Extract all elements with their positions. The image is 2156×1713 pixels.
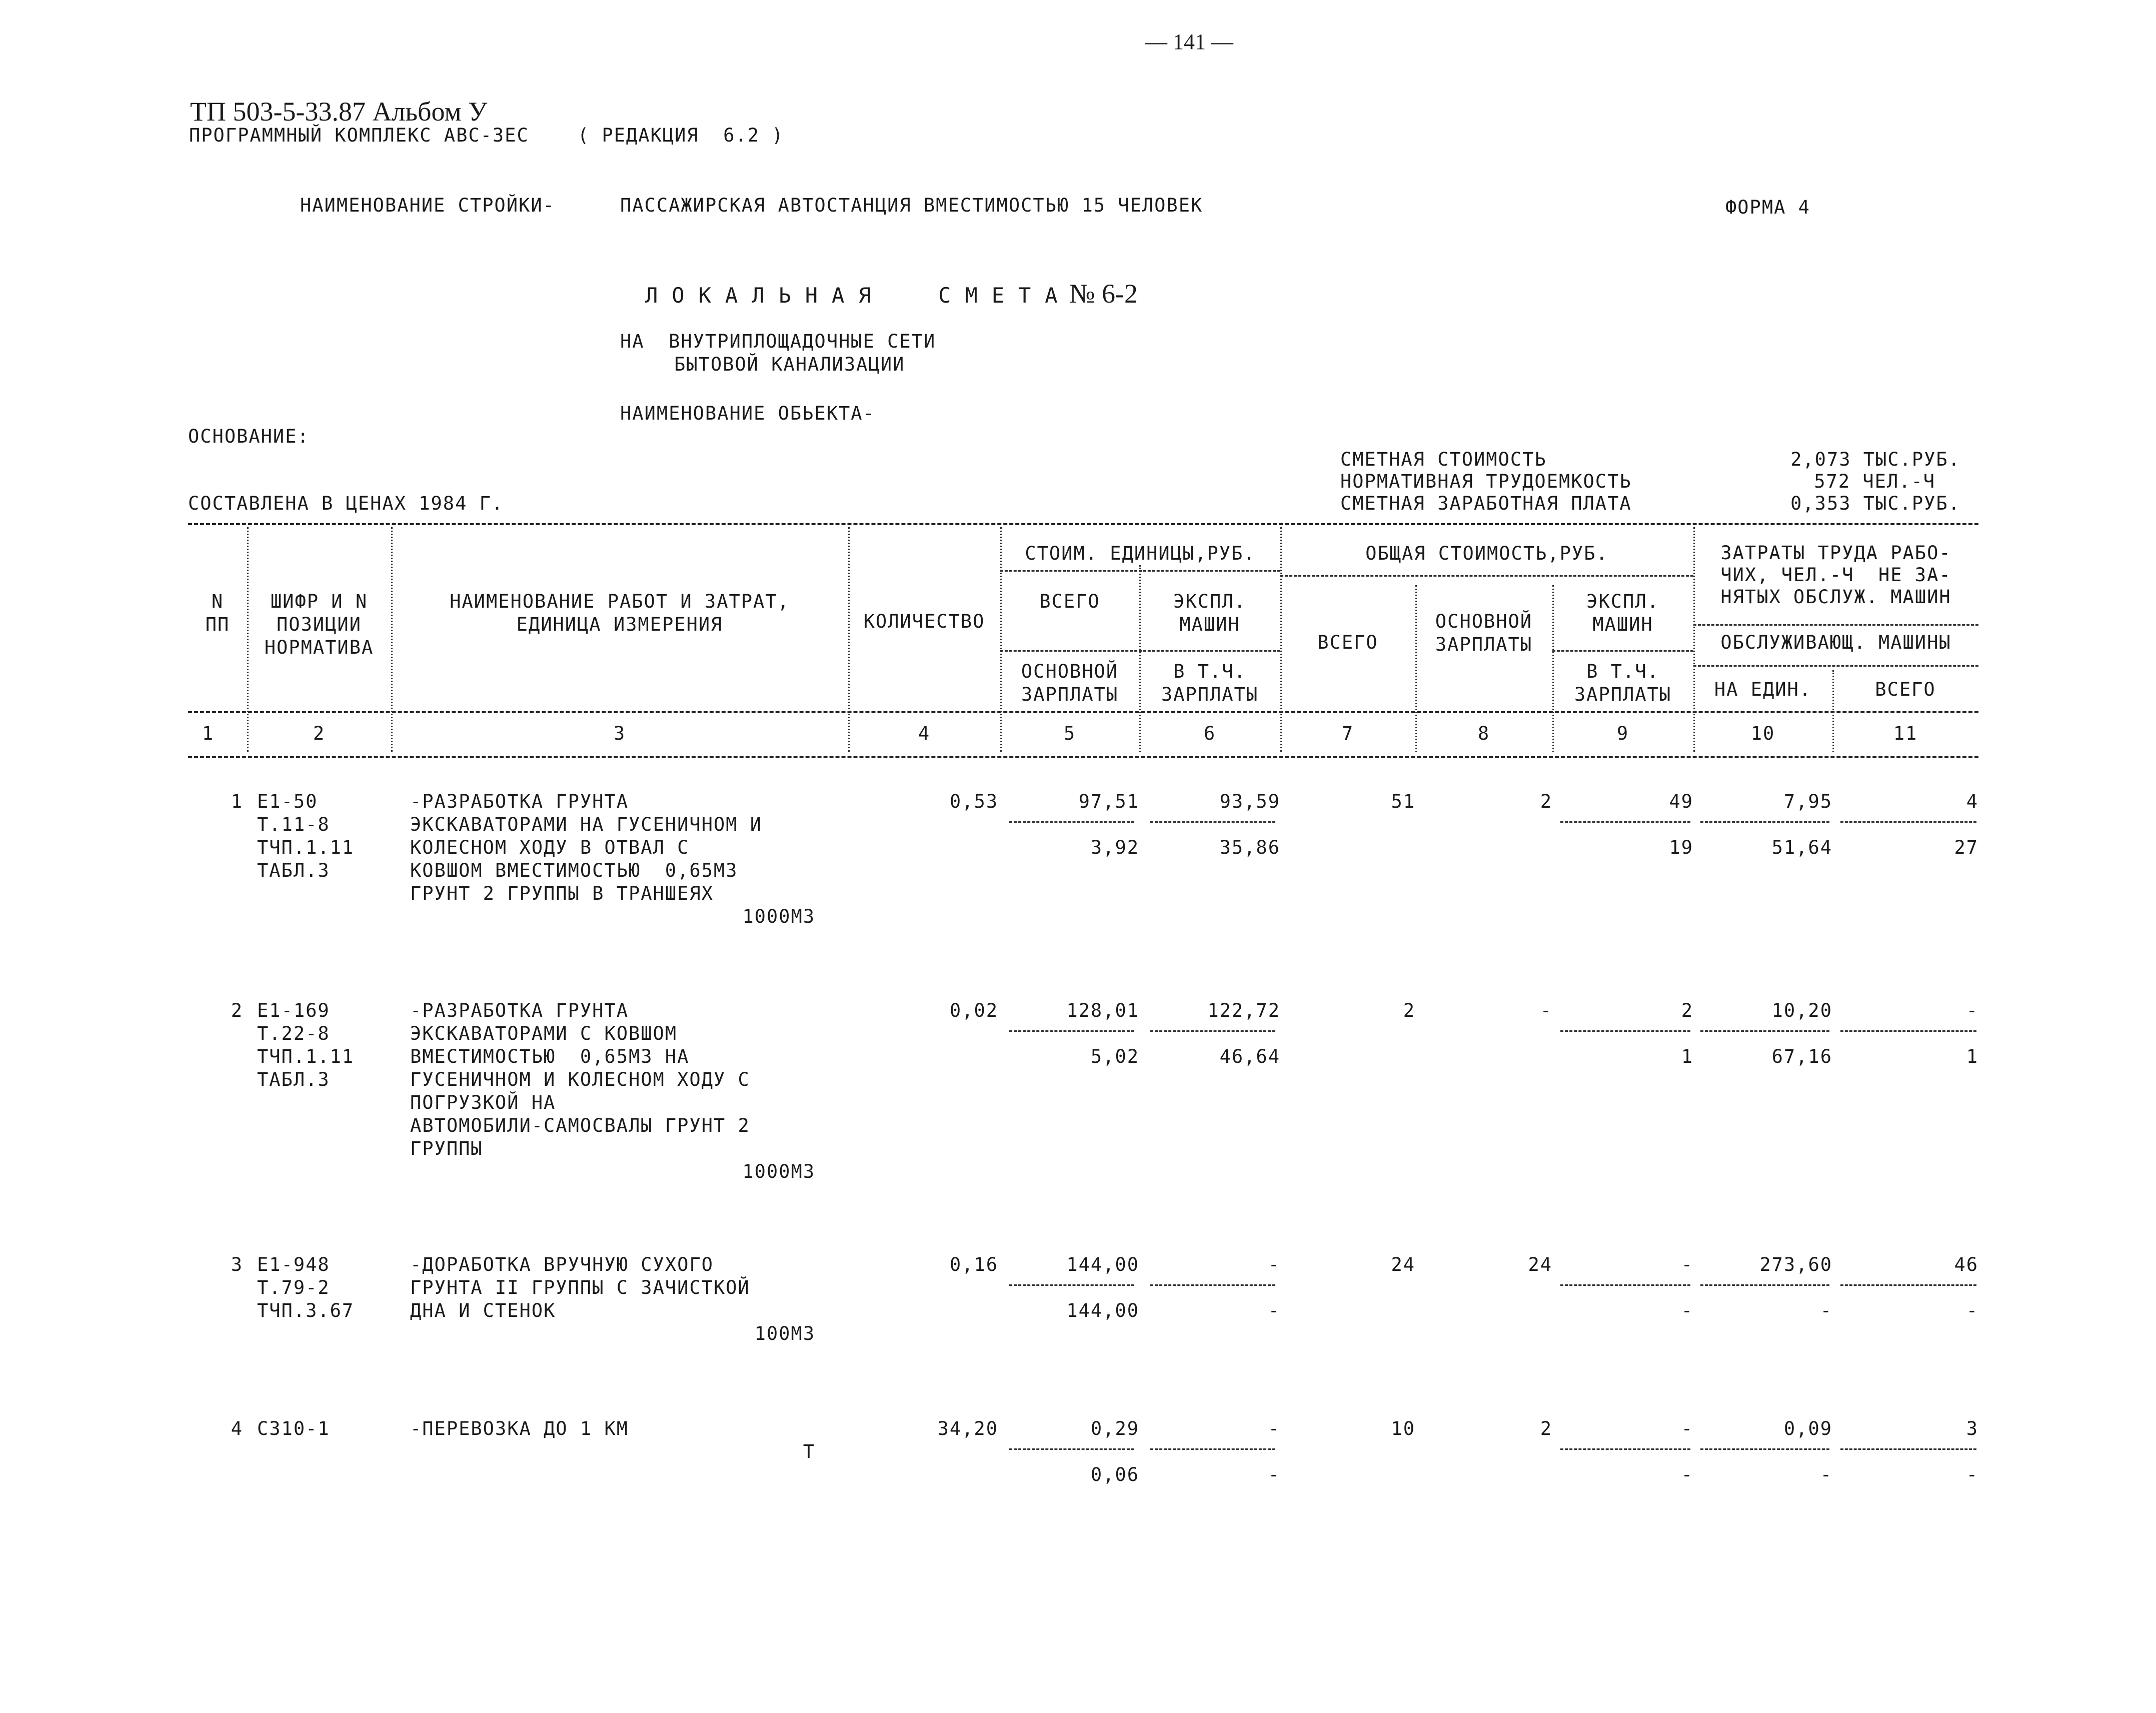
row-labor-unit-service: - [1820, 1300, 1832, 1321]
cell-divider [1560, 821, 1690, 823]
row-labor-total-service: - [1966, 1300, 1978, 1321]
cell-divider [1700, 1448, 1829, 1450]
row-labor-unit: 0,09 [1783, 1418, 1832, 1439]
cell-divider [1009, 1030, 1134, 1032]
row-unit-machine-wage: - [1268, 1300, 1280, 1321]
row-name: -ДОРАБОТКА ВРУЧНУЮ СУХОГО ГРУНТА II ГРУППЫ С ЗАЧИСТКОЙ ДНА И СТЕНОК [410, 1254, 750, 1321]
row-unit-machines: - [1268, 1418, 1280, 1439]
row-labor-unit: 10,20 [1771, 1000, 1832, 1021]
row-labor-unit-service: 67,16 [1771, 1046, 1832, 1067]
summary-cost-label: СМЕТНАЯ СТОИМОСТЬ [1340, 449, 1547, 470]
cell-divider [1560, 1030, 1690, 1032]
summary-wage-label: СМЕТНАЯ ЗАРАБОТНАЯ ПЛАТА [1340, 493, 1632, 514]
row-labor-total: 46 [1954, 1254, 1978, 1275]
row-total-machines: - [1681, 1418, 1693, 1439]
row-unit: 1000М3 [742, 906, 815, 927]
cell-divider [1840, 1284, 1976, 1286]
forma-label: ФОРМА 4 [1725, 197, 1810, 218]
cell-divider [1700, 1284, 1829, 1286]
header-group-labor-sub: ОБСЛУЖИВАЮЩ. МАШИНЫ [1720, 632, 1951, 653]
row-code: Е1-50 Т.11-8 ТЧП.1.11 ТАБЛ.3 [257, 791, 355, 881]
row-name: -РАЗРАБОТКА ГРУНТА ЭКСКАВАТОРАМИ С КОВШОМ ВМЕСТИМОСТЬЮ 0,65М3 НА ГУСЕНИЧНОМ И КОЛЕСНОМ ХОДУ С ПОГРУЗКОЙ НА АВТОМОБИЛИ-САМОСВАЛЫ ГРУНТ 2 ГРУППЫ [410, 1000, 750, 1159]
header-col-qty: КОЛИЧЕСТВО [863, 611, 985, 632]
header-group-unit-cost: СТОИМ. ЕДИНИЦЫ,РУБ. [1025, 543, 1256, 564]
stroika-value: ПАССАЖИРСКАЯ АВТОСТАНЦИЯ ВМЕСТИМОСТЬЮ 15 ЧЕЛОВЕК [620, 195, 1203, 216]
smeta-number: № 6-2 [1069, 279, 1138, 309]
row-total-machine-wage: - [1681, 1464, 1693, 1485]
cell-divider [1150, 821, 1275, 823]
row-labor-total: 3 [1966, 1418, 1978, 1439]
row-total-machines: 49 [1669, 791, 1693, 812]
program-line: ПРОГРАММНЫЙ КОМПЛЕКС АВС-3ЕС ( РЕДАКЦИЯ 6.2 ) [189, 125, 784, 146]
cell-divider [1150, 1030, 1275, 1032]
colnum-4: 4 [918, 723, 931, 744]
numbers-bottom-rule [188, 756, 1978, 758]
row-total-wage: - [1540, 1000, 1552, 1021]
row-total-machine-wage: - [1681, 1300, 1693, 1321]
row-total-wage: 2 [1540, 1418, 1552, 1439]
summary-wage-value: 0,353 ТЫС.РУБ. [1790, 493, 1960, 514]
cell-divider [1700, 1030, 1829, 1032]
osnovanie-label: ОСНОВАНИЕ: [188, 426, 310, 447]
row-unit-machines: 122,72 [1207, 1000, 1280, 1021]
smeta-title: ЛОКАЛЬНАЯ СМЕТА [645, 283, 1072, 308]
header-col9-bottom: В Т.Ч. ЗАРПЛАТЫ [1574, 661, 1672, 705]
summary-cost-value: 2,073 ТЫС.РУБ. [1790, 449, 1960, 470]
row-labor-total-service: 27 [1954, 837, 1978, 858]
row-unit: Т [803, 1441, 815, 1462]
row-code: Е1-169 Т.22-8 ТЧП.1.11 ТАБЛ.3 [257, 1000, 355, 1090]
row-labor-unit: 273,60 [1759, 1254, 1832, 1275]
row-total-machines: 2 [1681, 1000, 1693, 1021]
row-total: 24 [1391, 1254, 1415, 1275]
header-col8: ОСНОВНОЙ ЗАРПЛАТЫ [1435, 611, 1533, 655]
colnum-7: 7 [1341, 723, 1354, 744]
row-name: -ПЕРЕВОЗКА ДО 1 КМ [410, 1418, 629, 1439]
row-unit-machine-wage: 46,64 [1219, 1046, 1280, 1067]
cell-divider [1150, 1448, 1275, 1450]
row-qty: 0,02 [949, 1000, 998, 1021]
header-col5-bottom: ОСНОВНОЙ ЗАРПЛАТЫ [1021, 661, 1119, 705]
cell-divider [1150, 1284, 1275, 1286]
header-group-labor: ЗАТРАТЫ ТРУДА РАБО- ЧИХ, ЧЕЛ.-Ч НЕ ЗА- НЯТЫХ ОБСЛУЖ. МАШИН [1720, 542, 1951, 608]
row-unit-wage: 5,02 [1090, 1046, 1139, 1067]
row-total: 10 [1391, 1418, 1415, 1439]
row-unit-machine-wage: - [1268, 1464, 1280, 1485]
row-unit-total: 144,00 [1066, 1254, 1139, 1275]
cell-divider [1700, 821, 1829, 823]
row-unit-total: 0,29 [1090, 1418, 1139, 1439]
row-unit: 100М3 [754, 1323, 815, 1344]
row-labor-total: 4 [1966, 791, 1978, 812]
row-qty: 0,53 [949, 791, 998, 812]
row-unit-total: 97,51 [1078, 791, 1139, 812]
row-number: 1 [231, 791, 243, 812]
colnum-8: 8 [1477, 723, 1490, 744]
row-code: С310-1 [257, 1418, 330, 1439]
header-col6-top: ЭКСПЛ. МАШИН [1173, 591, 1246, 635]
colnum-2: 2 [313, 723, 326, 744]
colnum-6: 6 [1203, 723, 1216, 744]
header-col7: ВСЕГО [1317, 632, 1378, 653]
row-qty: 0,16 [949, 1254, 998, 1275]
header-col6-bottom: В Т.Ч. ЗАРПЛАТЫ [1161, 661, 1259, 705]
summary-labor-value: 572 ЧЕЛ.-Ч [1814, 471, 1935, 492]
page-number: — 141 — [1145, 30, 1233, 54]
row-total-machine-wage: 19 [1669, 837, 1693, 858]
header-col9-top: ЭКСПЛ. МАШИН [1586, 591, 1659, 635]
header-col-name: НАИМЕНОВАНИЕ РАБОТ И ЗАТРАТ, ЕДИНИЦА ИЗМЕРЕНИЯ [450, 591, 790, 635]
header-bottom-rule [188, 711, 1978, 713]
row-unit-wage: 0,06 [1090, 1464, 1139, 1485]
row-number: 3 [231, 1254, 243, 1275]
cell-divider [1560, 1448, 1690, 1450]
header-col-n: N ПП [205, 591, 230, 635]
header-col10: НА ЕДИН. [1714, 679, 1812, 700]
row-unit-machines: - [1268, 1254, 1280, 1275]
row-unit-machines: 93,59 [1219, 791, 1280, 812]
cell-divider [1009, 1448, 1134, 1450]
header-col11: ВСЕГО [1875, 679, 1936, 700]
doc-reference: ТП 503-5-33.87 Альбом У [190, 97, 488, 127]
row-code: Е1-948 Т.79-2 ТЧП.3.67 [257, 1254, 355, 1321]
cell-divider [1840, 821, 1976, 823]
row-number: 4 [231, 1418, 243, 1439]
cell-divider [1009, 1284, 1134, 1286]
row-unit: 1000М3 [742, 1161, 815, 1182]
row-unit-wage: 144,00 [1066, 1300, 1139, 1321]
header-group-total-cost: ОБЩАЯ СТОИМОСТЬ,РУБ. [1365, 543, 1608, 564]
row-labor-unit-service: - [1820, 1464, 1832, 1485]
cell-divider [1560, 1284, 1690, 1286]
sostavlena-label: СОСТАВЛЕНА В ЦЕНАХ 1984 Г. [188, 493, 504, 514]
row-labor-total-service: - [1966, 1464, 1978, 1485]
na-line-2: БЫТОВОЙ КАНАЛИЗАЦИИ [674, 354, 905, 375]
row-total-machines: - [1681, 1254, 1693, 1275]
row-total-wage: 2 [1540, 791, 1552, 812]
object-label: НАИМЕНОВАНИЕ ОБЬЕКТА- [620, 403, 875, 424]
row-unit-wage: 3,92 [1090, 837, 1139, 858]
colnum-1: 1 [202, 723, 215, 744]
cell-divider [1840, 1030, 1976, 1032]
colnum-10: 10 [1750, 723, 1775, 744]
row-total: 2 [1403, 1000, 1415, 1021]
row-labor-total-service: 1 [1966, 1046, 1978, 1067]
row-unit-total: 128,01 [1066, 1000, 1139, 1021]
row-total-machine-wage: 1 [1681, 1046, 1693, 1067]
row-labor-unit-service: 51,64 [1771, 837, 1832, 858]
colnum-9: 9 [1616, 723, 1629, 744]
header-col5-top: ВСЕГО [1039, 591, 1100, 612]
stroika-label: НАИМЕНОВАНИЕ СТРОЙКИ- [300, 195, 555, 216]
colnum-11: 11 [1893, 723, 1918, 744]
cell-divider [1009, 821, 1134, 823]
row-labor-unit: 7,95 [1783, 791, 1832, 812]
colnum-3: 3 [613, 723, 626, 744]
cell-divider [1840, 1448, 1976, 1450]
row-unit-machine-wage: 35,86 [1219, 837, 1280, 858]
na-line-1: НА ВНУТРИПЛОЩАДОЧНЫЕ СЕТИ [620, 331, 936, 352]
summary-labor-label: НОРМАТИВНАЯ ТРУДОЕМКОСТЬ [1340, 471, 1632, 492]
header-col-code: ШИФР И N ПОЗИЦИИ НОРМАТИВА [264, 591, 374, 658]
colnum-5: 5 [1063, 723, 1076, 744]
row-labor-total: - [1966, 1000, 1978, 1021]
table-top-rule [188, 523, 1978, 525]
row-number: 2 [231, 1000, 243, 1021]
row-name: -РАЗРАБОТКА ГРУНТА ЭКСКАВАТОРАМИ НА ГУСЕНИЧНОМ И КОЛЕСНОМ ХОДУ В ОТВАЛ С КОВШОМ ВМЕСТИМОСТЬЮ 0,65М3 ГРУНТ 2 ГРУППЫ В ТРАНШЕЯХ [410, 791, 763, 904]
row-qty: 34,20 [937, 1418, 998, 1439]
row-total-wage: 24 [1528, 1254, 1552, 1275]
row-total: 51 [1391, 791, 1415, 812]
